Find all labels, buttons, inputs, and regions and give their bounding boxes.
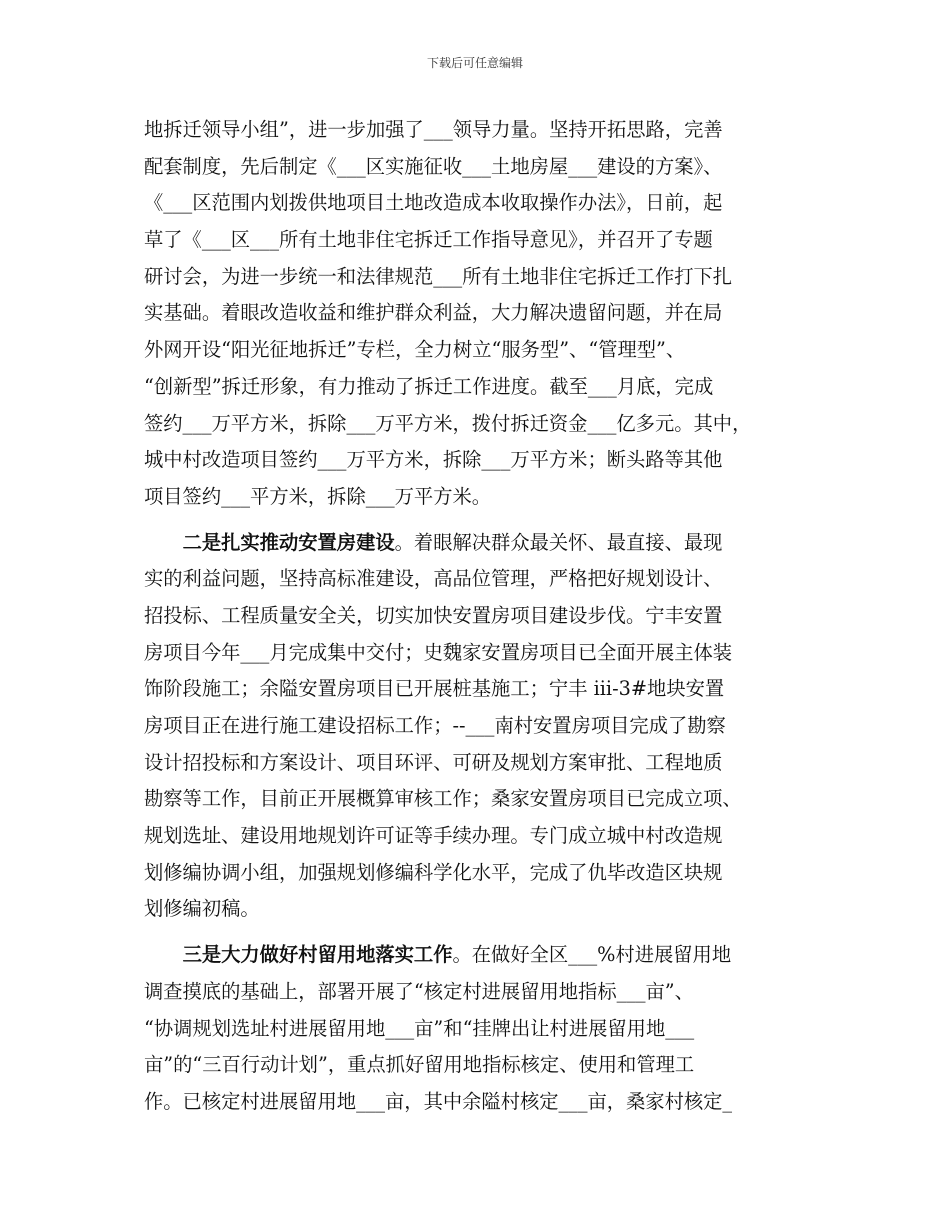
paragraph-gap xyxy=(144,928,820,937)
line-text: 配套制度，先后制定《___区实施征收___土地房屋___建设的方案》、 xyxy=(144,154,723,178)
text-line xyxy=(144,671,820,708)
text-line xyxy=(144,598,820,635)
line-text: 划修编初稿。 xyxy=(144,897,260,921)
text-line xyxy=(144,406,820,443)
text-line xyxy=(144,1084,820,1121)
line-text: 实基础。着眼改造收益和维护群众利益，大力解决遗留问题，并在局 xyxy=(144,301,723,325)
line-text: 房项目正在进行施工建设招标工作；--___南村安置房项目完成了勘察 xyxy=(144,714,726,737)
text-line xyxy=(144,561,820,598)
paragraph-3 xyxy=(144,937,820,1120)
text-line xyxy=(144,442,820,479)
paragraph-gap xyxy=(144,516,820,525)
text-line xyxy=(144,745,820,782)
text-line xyxy=(144,818,820,855)
line-text: 草了《___区___所有土地非住宅拆迁工作指导意见》，并召开了专题 xyxy=(144,228,713,252)
text-line xyxy=(144,149,820,186)
text-line xyxy=(144,332,820,369)
text-line xyxy=(144,855,820,892)
line-bold-lead: 三是大力做好村留用地落实工作 xyxy=(182,943,453,967)
text-line xyxy=(144,479,820,516)
line-text: 房项目今年___月完成集中交付；史魏家安置房项目已全面开展主体装 xyxy=(144,640,733,664)
text-line xyxy=(144,937,820,974)
line-text: 设计招投标和方案设计、项目环评、可研及规划方案审批、工程地质 xyxy=(144,750,723,774)
line-text: 招投标、工程质量安全关，切实加快安置房项目建设步伐。宁丰安置 xyxy=(144,603,723,627)
line-text: 实的利益问题，坚持高标准建设，高品位管理，严格把好规划设计、 xyxy=(144,567,723,591)
document-body xyxy=(144,112,820,1121)
text-line xyxy=(144,708,820,745)
line-text: 城中村改造项目签约___万平方米，拆除___万平方米；断头路等其他 xyxy=(144,448,723,472)
paragraph-2 xyxy=(144,525,820,929)
line-bold-lead: 二是扎实推动安置房建设 xyxy=(182,530,395,554)
text-line xyxy=(144,1011,820,1048)
text-line xyxy=(144,974,820,1011)
text-line xyxy=(144,781,820,818)
page-header: 下载后可任意编辑 xyxy=(426,56,523,70)
line-text: 调查摸底的基础上，部署开展了“核定村进展留用地指标___亩”、 xyxy=(144,979,694,1003)
text-line xyxy=(144,295,820,332)
text-line xyxy=(144,259,820,296)
line-text: 项目签约___平方米，拆除___万平方米。 xyxy=(144,484,492,508)
line-text: 亩”的“三百行动计划”，重点抓好留用地指标核定、使用和管理工 xyxy=(144,1053,695,1077)
line-text: 饰阶段施工；余隘安置房项目已开展桩基施工；宁丰 iii-3#地块安置 xyxy=(144,677,725,701)
line-text: 。着眼解决群众最关怀、最直接、最现 xyxy=(394,530,723,554)
line-text: 勘察等工作，目前正开展概算审核工作；桑家安置房项目已完成立项、 xyxy=(144,787,742,811)
line-text: 外网开设“阳光征地拆迁”专栏，全力树立“服务型”、“管理型”、 xyxy=(144,338,686,362)
text-line xyxy=(144,185,820,222)
line-text: “创新型”拆迁形象，有力推动了拆迁工作进度。截至___月底，完成 xyxy=(144,374,714,398)
paragraph-1 xyxy=(144,112,820,516)
text-line xyxy=(144,525,820,562)
line-indent xyxy=(144,531,183,554)
line-text: 签约___万平方米，拆除___万平方米，拨付拆迁资金___亿多元。其中， xyxy=(144,411,752,435)
line-text: 规划选址、建设用地规划许可证等手续办理。专门成立城中村改造规 xyxy=(144,824,723,848)
text-line xyxy=(144,891,820,928)
line-text: “协调规划选址村进展留用地___亩”和“挂牌出让村进展留用地___ xyxy=(144,1016,695,1040)
line-text: 《___区范围内划拨供地项目土地改造成本收取操作办法》，日前，起 xyxy=(144,191,723,215)
line-indent xyxy=(144,943,183,966)
text-line xyxy=(144,112,820,149)
text-line xyxy=(144,635,820,672)
line-text: 地拆迁领导小组”，进一步加强了___领导力量。坚持开拓思路，完善 xyxy=(144,118,723,141)
text-line xyxy=(144,222,820,259)
text-line xyxy=(144,369,820,406)
line-text: 。在做好全区___%村进展留用地 xyxy=(452,943,732,967)
line-text: 研讨会，为进一步统一和法律规范___所有土地非住宅拆迁工作打下扎 xyxy=(144,264,733,288)
line-text: 作。已核定村进展留用地___亩，其中余隘村核定___亩，桑家村核定_ xyxy=(144,1089,733,1113)
text-line xyxy=(144,1047,820,1084)
line-text: 划修编协调小组，加强规划修编科学化水平，完成了仇毕改造区块规 xyxy=(144,860,723,884)
